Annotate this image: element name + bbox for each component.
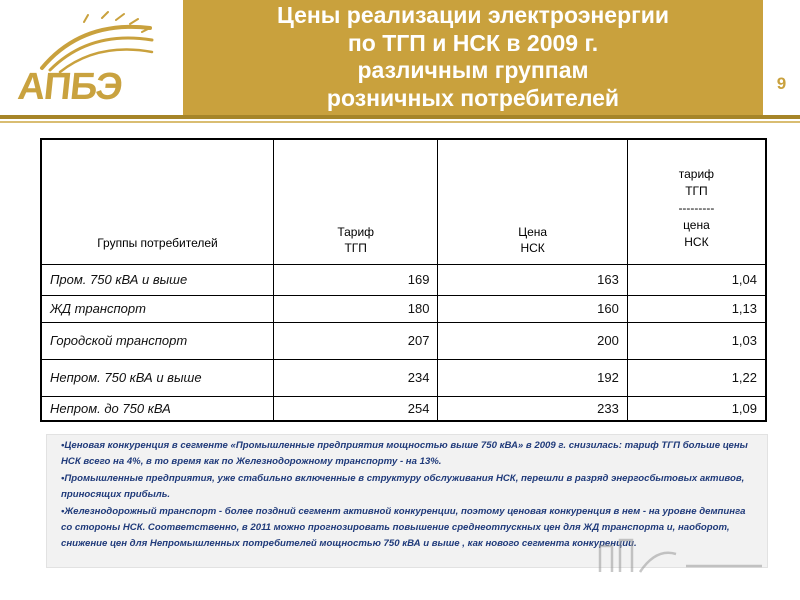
row-group-name: Непром. 750 кВА и выше — [41, 359, 273, 396]
page-number-tab — [763, 0, 800, 115]
note-paragraph: •Железнодорожный транспорт - более поздний сегмент активной конкуренции, поэтому ценовая конкуренция в нем - на уровне демпинга со стороны НСК. Соответственно, в 2011 можно прогнозировать повышение среднеотпускных цен для ЖД транспорта и, наоборот, снижение цен для Непромышленных потребителей мощностью 750 кВА и выше , как нового сегмента конкуренции. — [61, 505, 746, 550]
logo-area — [0, 0, 183, 115]
logo-text: АПБЭ — [15, 66, 124, 108]
row-tariff: 180 — [273, 295, 438, 322]
row-price: 200 — [438, 322, 627, 359]
row-price: 160 — [438, 295, 627, 322]
header-label: НСК — [684, 235, 709, 250]
row-tariff: 254 — [273, 396, 438, 421]
table-row — [41, 264, 766, 295]
header-label: НСК — [520, 240, 545, 255]
row-price: 163 — [438, 264, 627, 295]
table-row — [41, 359, 766, 396]
header-price — [438, 139, 627, 264]
row-group-name: Непром. до 750 кВА — [41, 396, 273, 421]
header-tariff — [273, 139, 438, 264]
header-label: тариф — [678, 167, 715, 182]
table-row — [41, 295, 766, 322]
title-line: Цены реализации электроэнергии — [277, 2, 669, 28]
header-divider — [0, 115, 800, 119]
header-ratio — [627, 139, 766, 264]
row-price: 192 — [438, 359, 627, 396]
header-label: ТГП — [685, 184, 708, 199]
row-tariff: 169 — [273, 264, 438, 295]
title-line: розничных потребителей — [326, 84, 620, 111]
header-group — [41, 139, 273, 264]
note-paragraph: •Промышленные предприятия, уже стабильно включенные в структуру обслуживания НСК, перешли в разряд энергосбытовых активов, приносящих прибыль. — [61, 472, 745, 501]
row-price: 233 — [438, 396, 627, 421]
header-label: --------- — [678, 201, 715, 216]
tariff-table — [40, 138, 767, 422]
note-paragraph: •Ценовая конкуренция в сегменте «Промышленные предприятия мощностью выше 750 кВА» в 2009 г. снизилась: тариф ТГП больше цены НСК всего на 4%, в то время как по Железнодорожному транспорту - на 13%. — [61, 440, 748, 468]
header-label: Группы потребителей — [97, 235, 218, 250]
row-tariff: 234 — [273, 359, 438, 396]
header-label: цена — [683, 218, 710, 233]
page-number: 9 — [776, 74, 787, 93]
table-row — [41, 396, 766, 421]
row-ratio: 1,13 — [627, 295, 766, 322]
header-label: Цена — [518, 224, 548, 239]
row-tariff: 207 — [273, 322, 438, 359]
title-line: по ТГП и НСК в 2009 г. — [347, 29, 599, 56]
row-ratio: 1,22 — [627, 359, 766, 396]
decorative-watermark — [596, 528, 766, 578]
table-row — [41, 322, 766, 359]
page-title — [183, 2, 763, 112]
row-ratio: 1,09 — [627, 396, 766, 421]
row-ratio: 1,04 — [627, 264, 766, 295]
row-group-name: Пром. 750 кВА и выше — [41, 264, 273, 295]
title-line: различным группам — [357, 57, 589, 84]
header-label: ТГП — [344, 240, 367, 255]
row-ratio: 1,03 — [627, 322, 766, 359]
row-group-name: Городской транспорт — [41, 322, 273, 359]
header-label: Тариф — [337, 224, 375, 239]
header-divider-thin — [0, 121, 800, 123]
table-header-row — [41, 139, 766, 264]
row-group-name: ЖД транспорт — [41, 295, 273, 322]
